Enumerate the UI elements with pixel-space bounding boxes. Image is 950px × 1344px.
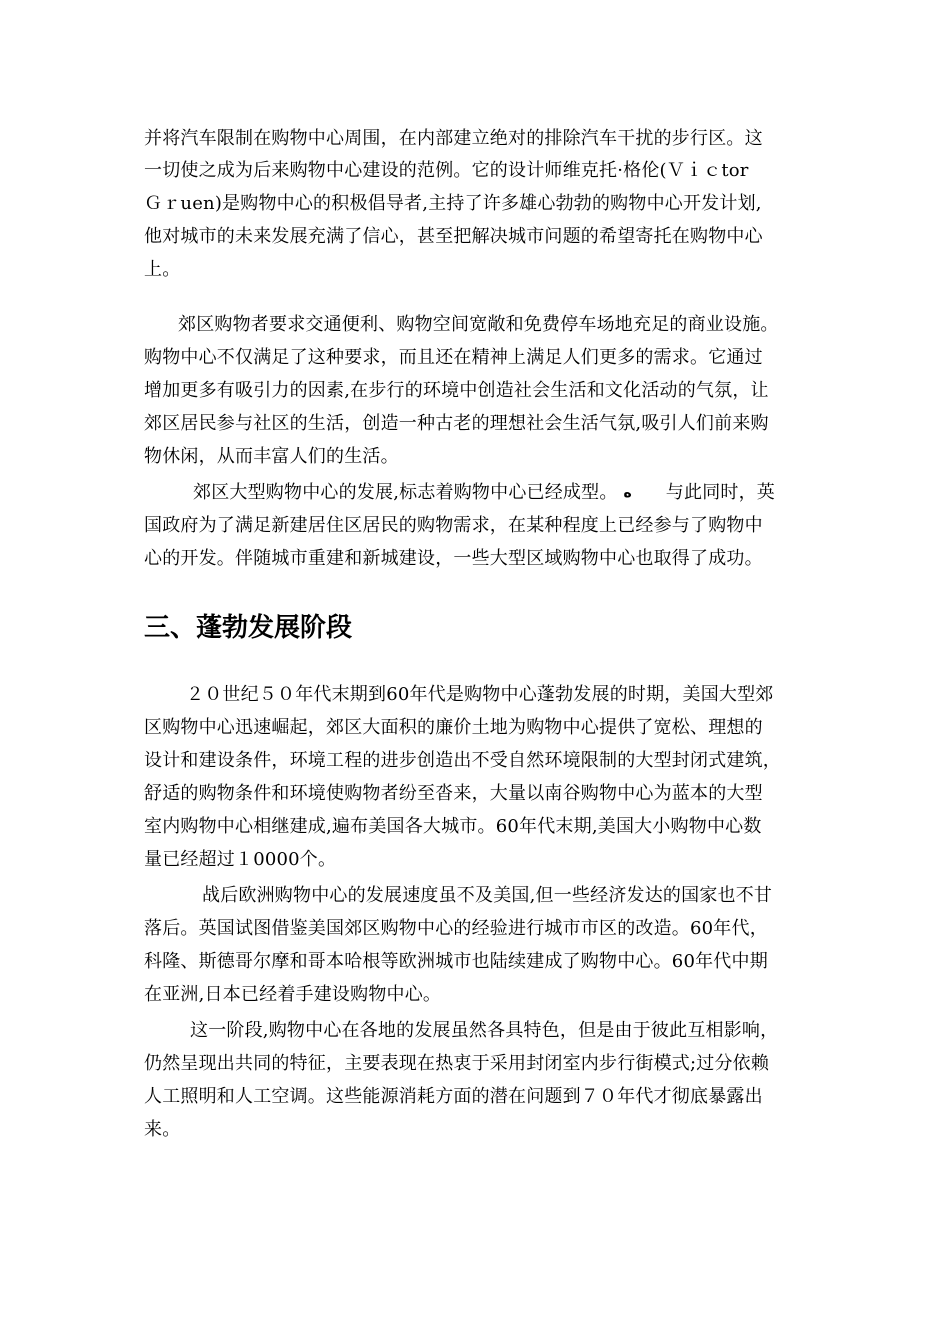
text-line: 这一阶段,购物中心在各地的发展虽然各具特色，但是由于彼此互相影响， [190,1020,779,1041]
text-line: 落后。英国试图借鉴美国郊区购物中心的经验进行城市市区的改造。60年代， [144,918,768,939]
text-line: 郊区居民参与社区的生活，创造一种古老的理想社会生活气氛,吸引人们前来购 [144,413,769,434]
text-line: 物休闲，从而丰富人们的生活。 [144,446,399,467]
text-segment: 郊区大型购物中心的发展,标志着购物中心已经成型。 [193,482,618,503]
text-line: 科隆、斯德哥尔摩和哥本哈根等欧洲城市也陆续建成了购物中心。60年代中期 [144,951,768,972]
text-line: 并将汽车限制在购物中心周围，在内部建立绝对的排除汽车干扰的步行区。这 [144,128,763,149]
text-segment: 与此同时，英 [665,482,775,503]
inline-mark-glyph: ه [623,485,632,501]
text-line: 舒适的购物条件和环境使购物者纷至沓来，大量以南谷购物中心为蓝本的大型 [144,783,763,804]
text-line: 量已经超过１0000个。 [144,849,337,870]
text-line [193,482,775,504]
text-line: 购物中心不仅满足了这种要求，而且还在精神上满足人们更多的需求。它通过 [144,347,763,368]
text-line: 上。 [144,259,181,280]
text-line: 战后欧洲购物中心的发展速度虽不及美国,但一些经济发达的国家也不甘 [202,885,773,906]
text-line: 一切使之成为后来购物中心建设的范例。它的设计师维克托·格伦(Ｖｉｃtor [144,160,749,181]
text-line: 室内购物中心相继建成,遍布美国各大城市。60年代末期,美国大小购物中心数 [144,816,762,837]
text-line: 设计和建设条件，环境工程的进步创造出不受自然环境限制的大型封闭式建筑， [144,750,781,771]
text-line: 区购物中心迅速崛起，郊区大面积的廉价土地为购物中心提供了宽松、理想的 [144,717,763,738]
text-line: ２０世纪５０年代末期到60年代是购物中心蓬勃发展的时期，美国大型郊 [186,684,774,705]
text-line: 仍然呈现出共同的特征，主要表现在热衷于采用封闭室内步行街模式;过分依赖 [144,1053,770,1074]
text-line: 国政府为了满足新建居住区居民的购物需求，在某种程度上已经参与了购物中 [144,515,763,536]
text-line: Ｇｒuen)是购物中心的积极倡导者,主持了许多雄心勃勃的购物中心开发计划, [144,193,762,214]
text-line: 他对城市的未来发展充满了信心，甚至把解决城市问题的希望寄托在购物中心 [144,226,763,247]
text-line: 人工照明和人工空调。这些能源消耗方面的潜在问题到７０年代才彻底暴露出 [144,1086,763,1107]
section-heading: 三、蓬勃发展阶段 [144,613,353,643]
text-line: 郊区购物者要求交通便利、购物空间宽敞和免费停车场地充足的商业设施。 [178,314,779,335]
text-line: 在亚洲,日本已经着手建设购物中心。 [144,984,442,1005]
text-line: 增加更多有吸引力的因素,在步行的环境中创造社会生活和文化活动的气氛，让 [144,380,769,401]
text-line: 心的开发。伴随城市重建和新城建设，一些大型区域购物中心也取得了成功。 [144,548,763,569]
text-line: 来。 [144,1119,181,1140]
